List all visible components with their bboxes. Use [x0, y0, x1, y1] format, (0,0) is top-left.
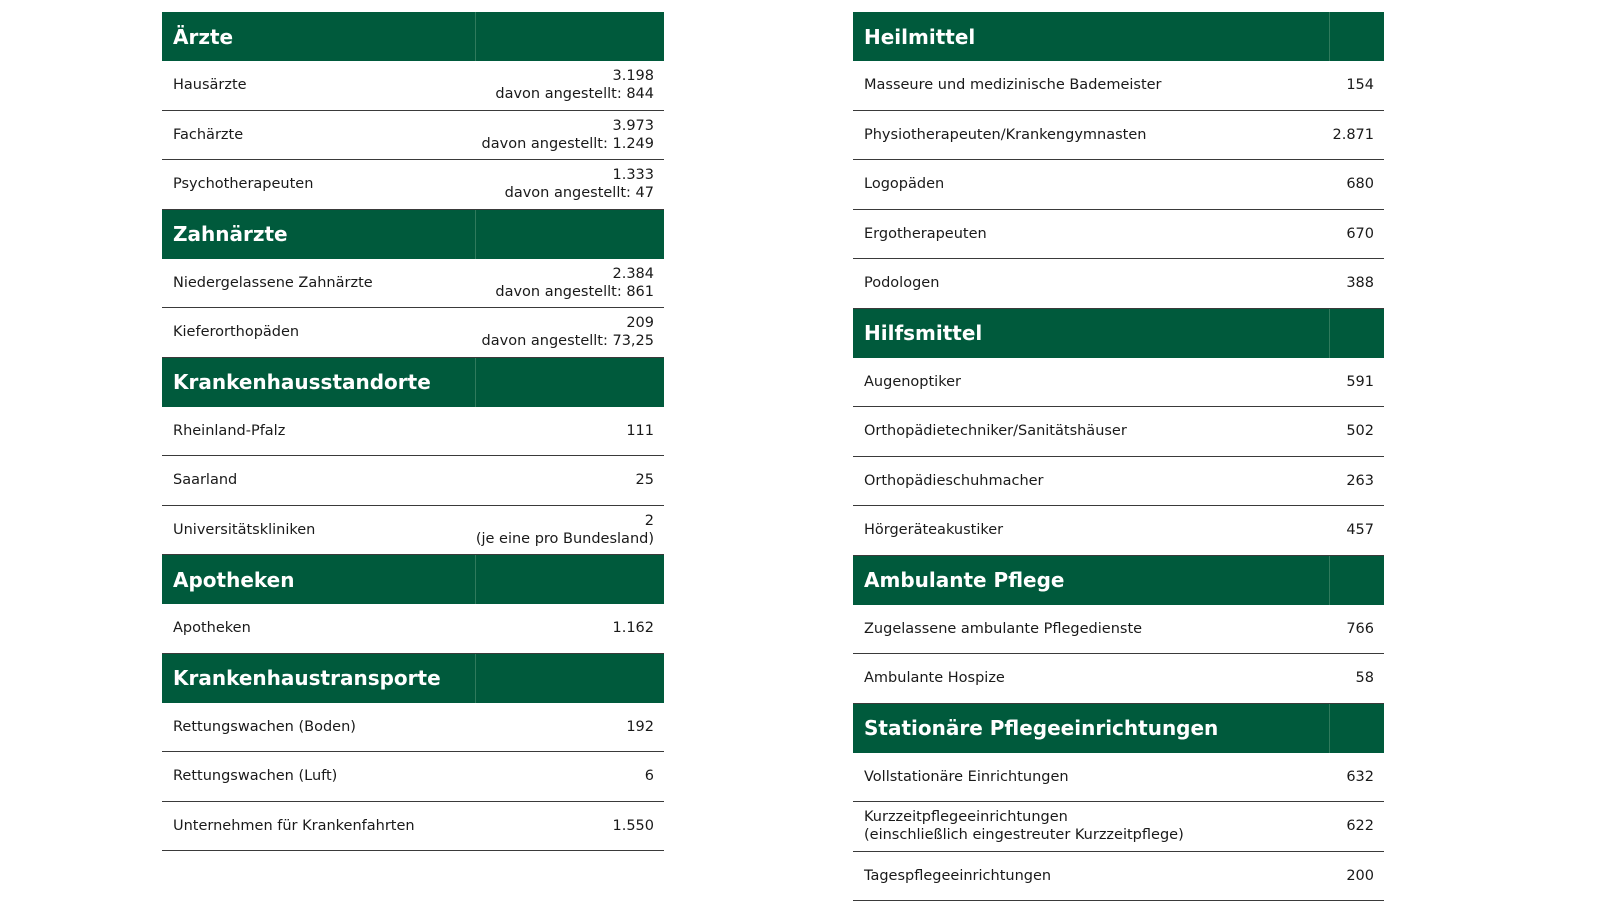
- table-row: [853, 358, 1384, 408]
- row-value-number: 622: [1346, 817, 1374, 835]
- row-value: [645, 767, 654, 785]
- section-krankenhaustransporte: [162, 654, 664, 852]
- row-label-text: Fachärzte: [173, 126, 243, 144]
- row-label: [173, 521, 315, 539]
- row-value-number: 25: [636, 471, 654, 489]
- row-value-note: davon angestellt: 73,25: [482, 332, 654, 350]
- table-row: [853, 111, 1384, 161]
- row-value-note: davon angestellt: 1.249: [482, 135, 654, 153]
- row-value-number: 192: [626, 718, 654, 736]
- section-aerzte: [162, 12, 664, 210]
- table-row: [162, 160, 664, 210]
- row-value-number: 766: [1346, 620, 1374, 638]
- table-row: [162, 456, 664, 506]
- section-hilfsmittel: [853, 309, 1384, 556]
- section-header: [162, 210, 664, 259]
- table-row: [162, 752, 664, 802]
- section-apotheken: [162, 555, 664, 654]
- row-value: [1356, 669, 1374, 687]
- row-value-number: 388: [1346, 274, 1374, 292]
- row-label: [173, 175, 313, 193]
- row-label-note: (einschließlich eingestreuter Kurzzeitpflege): [864, 826, 1184, 844]
- row-label-text: Augenoptiker: [864, 373, 961, 391]
- row-label: [864, 620, 1142, 638]
- table-row: [853, 506, 1384, 556]
- row-label-text: Podologen: [864, 274, 939, 292]
- row-value-number: 3.973: [482, 117, 654, 135]
- header-divider: [475, 12, 476, 61]
- row-label: [864, 422, 1127, 440]
- row-value-number: 6: [645, 767, 654, 785]
- table-row: [853, 457, 1384, 507]
- section-title: Ambulante Pflege: [864, 568, 1064, 592]
- row-value-number: 591: [1346, 373, 1374, 391]
- table-row: [853, 605, 1384, 655]
- row-label: [864, 768, 1069, 786]
- header-divider: [475, 210, 476, 259]
- table-row: [162, 61, 664, 111]
- row-label-text: Apotheken: [173, 619, 251, 637]
- row-value: [612, 817, 654, 835]
- header-divider: [1329, 704, 1330, 753]
- row-value: [1346, 521, 1374, 539]
- row-label-text: Rettungswachen (Luft): [173, 767, 337, 785]
- row-value: [1346, 768, 1374, 786]
- row-label-text: Ambulante Hospize: [864, 669, 1005, 687]
- row-value-number: 502: [1346, 422, 1374, 440]
- row-label: [864, 808, 1184, 844]
- row-value-number: 200: [1346, 867, 1374, 885]
- row-label-text: Logopäden: [864, 175, 944, 193]
- section-title: Stationäre Pflegeeinrichtungen: [864, 716, 1218, 740]
- row-label-text: Tagespflegeeinrichtungen: [864, 867, 1051, 885]
- row-value-number: 1.162: [612, 619, 654, 637]
- row-value-number: 3.198: [495, 67, 654, 85]
- section-ambulante-pflege: [853, 556, 1384, 704]
- table-row: [853, 802, 1384, 852]
- row-value: [476, 512, 654, 548]
- row-label-text: Unternehmen für Krankenfahrten: [173, 817, 415, 835]
- row-label-text: Kieferorthopäden: [173, 323, 299, 341]
- row-label: [173, 274, 373, 292]
- row-value-number: 263: [1346, 472, 1374, 490]
- header-divider: [475, 358, 476, 407]
- row-value-number: 632: [1346, 768, 1374, 786]
- row-value: [482, 314, 654, 350]
- row-value-number: 2: [476, 512, 654, 530]
- row-label-text: Psychotherapeuten: [173, 175, 313, 193]
- row-label: [173, 422, 285, 440]
- section-title: Heilmittel: [864, 25, 975, 49]
- section-header: [162, 358, 664, 407]
- section-header: [853, 704, 1384, 753]
- row-label-text: Orthopädieschuhmacher: [864, 472, 1044, 490]
- table-row: [853, 259, 1384, 309]
- row-value: [495, 265, 654, 301]
- row-label: [864, 175, 944, 193]
- row-value: [482, 117, 654, 153]
- section-krankenhausstandorte: [162, 358, 664, 556]
- section-title: Apotheken: [173, 568, 294, 592]
- table-row: [853, 654, 1384, 704]
- row-value: [495, 67, 654, 103]
- row-label: [173, 323, 299, 341]
- row-label: [864, 126, 1146, 144]
- row-label: [864, 867, 1051, 885]
- row-label-text: Vollstationäre Einrichtungen: [864, 768, 1069, 786]
- row-value-number: 457: [1346, 521, 1374, 539]
- section-title: Hilfsmittel: [864, 321, 982, 345]
- row-label: [864, 521, 1003, 539]
- section-title: Krankenhaustransporte: [173, 666, 441, 690]
- row-label-text: Physiotherapeuten/Krankengymnasten: [864, 126, 1146, 144]
- section-heilmittel: [853, 12, 1384, 309]
- row-label: [173, 126, 243, 144]
- row-label-text: Universitätskliniken: [173, 521, 315, 539]
- row-value-note: davon angestellt: 47: [505, 184, 654, 202]
- header-divider: [1329, 556, 1330, 605]
- row-label-text: Masseure und medizinische Bademeister: [864, 76, 1162, 94]
- section-title: Ärzte: [173, 25, 233, 49]
- row-value: [1346, 373, 1374, 391]
- table-row: [162, 407, 664, 457]
- row-label-text: Hörgeräteakustiker: [864, 521, 1003, 539]
- row-value: [1346, 472, 1374, 490]
- row-value: [1346, 225, 1374, 243]
- section-title: Krankenhausstandorte: [173, 370, 431, 394]
- row-label: [864, 274, 939, 292]
- row-value: [1332, 126, 1374, 144]
- section-zahnaerzte: [162, 210, 664, 358]
- row-value-number: 111: [626, 422, 654, 440]
- section-header: [853, 12, 1384, 61]
- row-label: [173, 817, 415, 835]
- row-value: [626, 422, 654, 440]
- section-header: [162, 12, 664, 61]
- row-label-text: Saarland: [173, 471, 237, 489]
- row-label: [864, 225, 987, 243]
- row-label-text: Kurzzeitpflegeeinrichtungen: [864, 808, 1184, 826]
- table-row: [162, 308, 664, 358]
- row-value: [612, 619, 654, 637]
- table-row: [853, 210, 1384, 260]
- row-value: [505, 166, 654, 202]
- table-row: [162, 506, 664, 556]
- row-label: [864, 373, 961, 391]
- row-value-number: 58: [1356, 669, 1374, 687]
- row-label: [173, 471, 237, 489]
- row-value-number: 680: [1346, 175, 1374, 193]
- row-value: [1346, 817, 1374, 835]
- row-value-number: 2.871: [1332, 126, 1374, 144]
- row-value: [1346, 76, 1374, 94]
- table-row: [853, 407, 1384, 457]
- row-value: [1346, 422, 1374, 440]
- row-value: [636, 471, 654, 489]
- table-row: [162, 703, 664, 753]
- table-row: [853, 753, 1384, 803]
- row-label-text: Zugelassene ambulante Pflegedienste: [864, 620, 1142, 638]
- header-divider: [1329, 309, 1330, 358]
- row-label: [864, 669, 1005, 687]
- row-value-note: (je eine pro Bundesland): [476, 530, 654, 548]
- row-value: [1346, 274, 1374, 292]
- table-row: [162, 259, 664, 309]
- section-stationaere-pflegeeinrichtungen: [853, 704, 1384, 901]
- row-label-text: Orthopädietechniker/Sanitätshäuser: [864, 422, 1127, 440]
- row-value: [1346, 175, 1374, 193]
- row-label-text: Ergotherapeuten: [864, 225, 987, 243]
- section-title: Zahnärzte: [173, 222, 288, 246]
- table-row: [853, 852, 1384, 901]
- row-value: [1346, 867, 1374, 885]
- row-label-text: Rheinland-Pfalz: [173, 422, 285, 440]
- row-value: [1346, 620, 1374, 638]
- table-row: [162, 111, 664, 161]
- row-label: [864, 472, 1044, 490]
- row-label-text: Rettungswachen (Boden): [173, 718, 356, 736]
- right-column: [853, 12, 1384, 901]
- section-header: [162, 555, 664, 604]
- row-value-number: 1.333: [505, 166, 654, 184]
- row-label: [864, 76, 1162, 94]
- row-value-number: 154: [1346, 76, 1374, 94]
- row-label: [173, 718, 356, 736]
- table-row: [162, 802, 664, 852]
- row-value-number: 2.384: [495, 265, 654, 283]
- header-divider: [475, 654, 476, 703]
- table-row: [162, 604, 664, 654]
- row-label: [173, 619, 251, 637]
- row-value-number: 209: [482, 314, 654, 332]
- section-header: [853, 309, 1384, 358]
- row-value-number: 670: [1346, 225, 1374, 243]
- row-value-number: 1.550: [612, 817, 654, 835]
- row-label-text: Niedergelassene Zahnärzte: [173, 274, 373, 292]
- section-header: [853, 556, 1384, 605]
- row-value-note: davon angestellt: 861: [495, 283, 654, 301]
- header-divider: [1329, 12, 1330, 61]
- row-label-text: Hausärzte: [173, 76, 247, 94]
- section-header: [162, 654, 664, 703]
- row-value: [626, 718, 654, 736]
- row-label: [173, 767, 337, 785]
- row-label: [173, 76, 247, 94]
- table-row: [853, 61, 1384, 111]
- row-value-note: davon angestellt: 844: [495, 85, 654, 103]
- table-row: [853, 160, 1384, 210]
- left-column: [162, 12, 664, 851]
- header-divider: [475, 555, 476, 604]
